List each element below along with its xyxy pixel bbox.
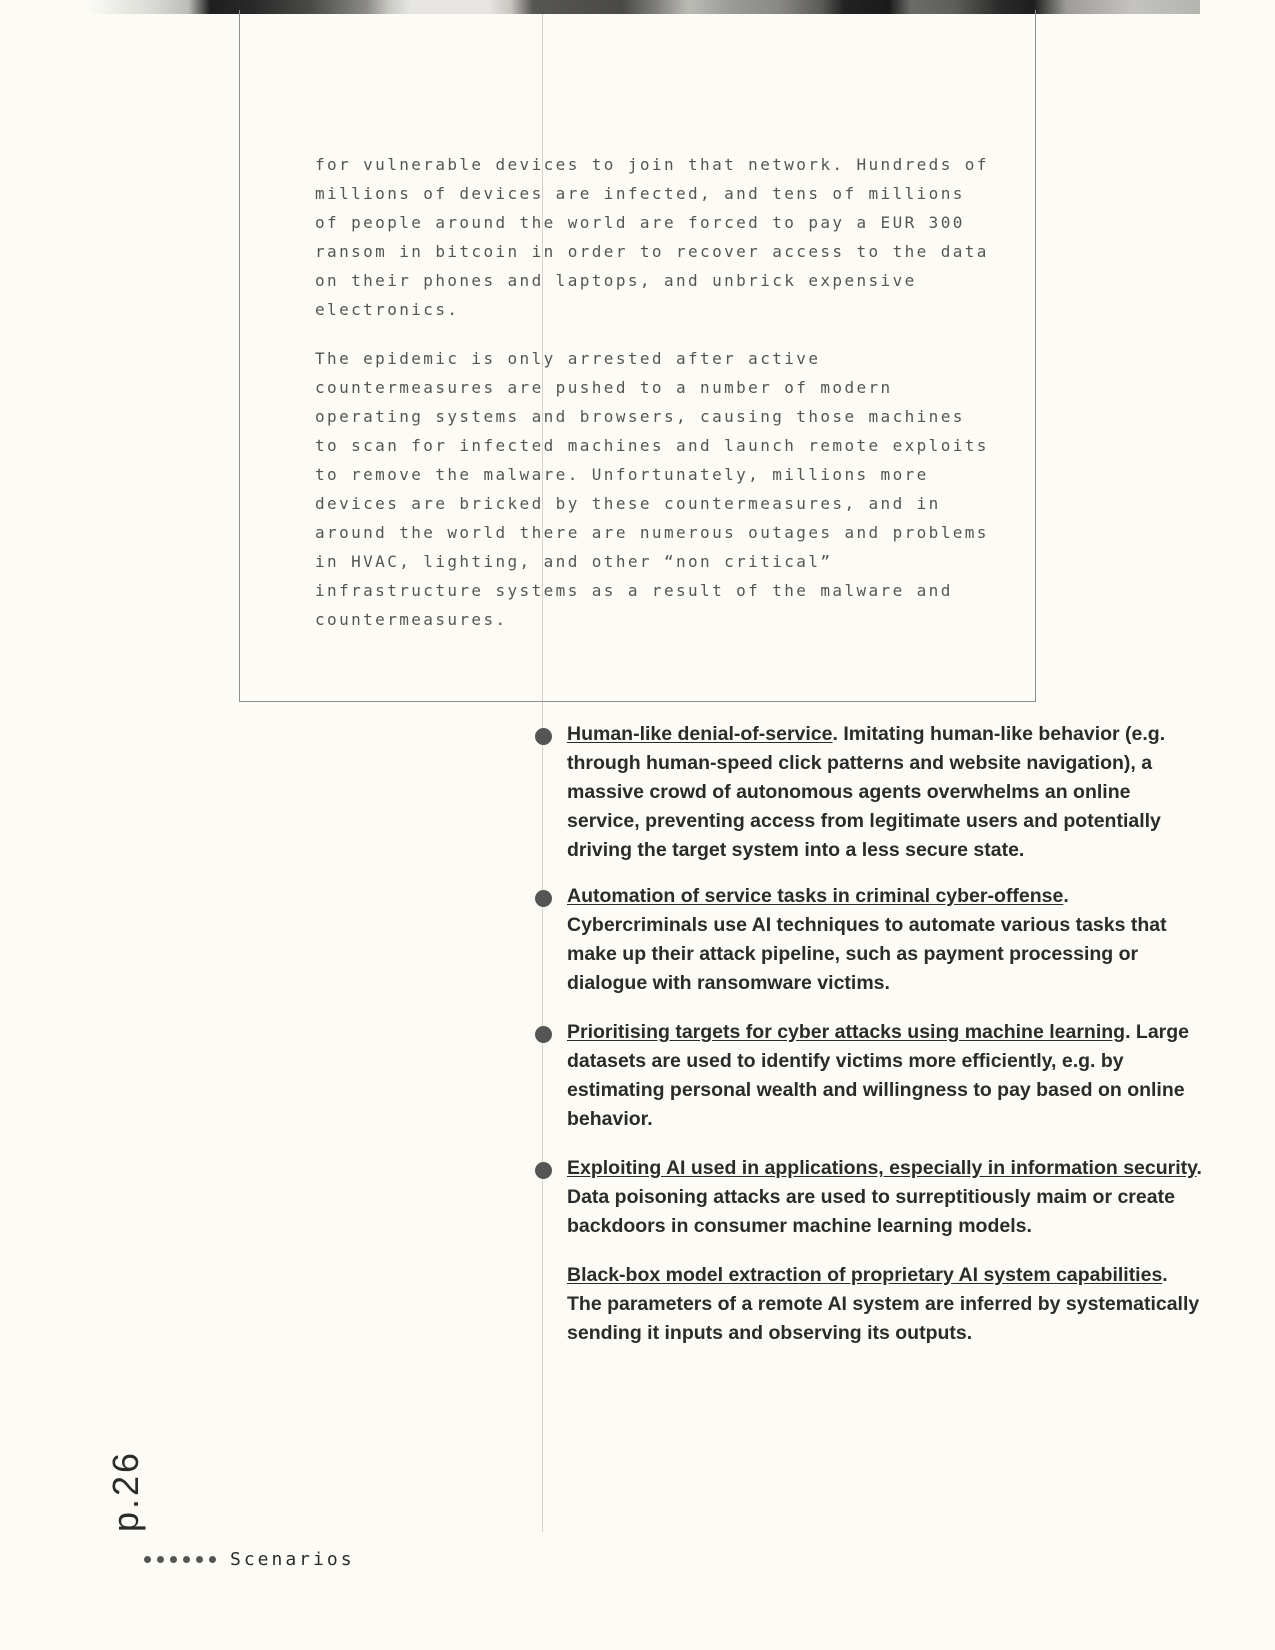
section-footer bbox=[144, 1549, 355, 1570]
bullet-title-link[interactable]: Automation of service tasks in criminal cyber-offense bbox=[567, 885, 1064, 907]
excerpt-paragraph-2: The epidemic is only arrested after active countermeasures are pushed to a number of modern operating systems and browsers, causing those machines to scan for infected machines and launch remote exploits to remove the malware. Unfortunately, millions more devices are bricked by these countermeasures, and in around the world there are numerous outages and problems in HVAC, lighting, and other “non critical” infrastructure systems as a result of the malware and countermeasures. bbox=[315, 349, 989, 629]
excerpt-paragraph-1: for vulnerable devices to join that network. Hundreds of millions of devices are infected, and tens of millions of people around the world are forced to pay a EUR 300 ransom in bitcoin in order to recover access to the data on their phones and laptops, and unbrick expensive electronics. bbox=[315, 155, 989, 319]
page-number: p.26 bbox=[105, 1449, 146, 1532]
bullet-dot-icon bbox=[535, 890, 552, 907]
bullet-title-link[interactable]: Prioritising targets for cyber attacks using machine learning bbox=[567, 1021, 1126, 1043]
bullet-body: . Data poisoning attacks are used to surreptitiously maim or create backdoors in consumer machine learning models. bbox=[567, 1157, 1202, 1237]
bullet-title-link[interactable]: Black-box model extraction of proprietary AI system capabilities bbox=[567, 1264, 1163, 1286]
bullet-body: . Large datasets are used to identify victims more efficiently, e.g. by estimating personal wealth and willingness to pay based on online behavior. bbox=[567, 1021, 1190, 1130]
section-label: Scenarios bbox=[230, 1549, 355, 1570]
bullet-title-link[interactable]: Human-like denial-of-service bbox=[567, 723, 833, 745]
bullet-title-link[interactable]: Exploiting AI used in applications, especially in information security bbox=[567, 1157, 1197, 1179]
bullet-dot-icon bbox=[535, 728, 552, 745]
bullet-dot-icon bbox=[535, 1162, 552, 1179]
section-dots-icon bbox=[144, 1556, 216, 1563]
bullet-body: . Imitating human-like behavior (e.g. through human-speed click patterns and website navigation), a massive crowd of autonomous agents overwhelms an online service, preventing access from legitimate users and potentially driving the target system into a less secure state. bbox=[567, 723, 1166, 861]
bullet-dot-icon bbox=[535, 1026, 552, 1043]
bullet-body: . Cybercriminals use AI techniques to automate various tasks that make up their attack pipeline, such as payment processing or dialogue with ransomware victims. bbox=[567, 885, 1167, 994]
bullet-body: . The parameters of a remote AI system are inferred by systematically sending it inputs and observing its outputs. bbox=[567, 1264, 1200, 1344]
